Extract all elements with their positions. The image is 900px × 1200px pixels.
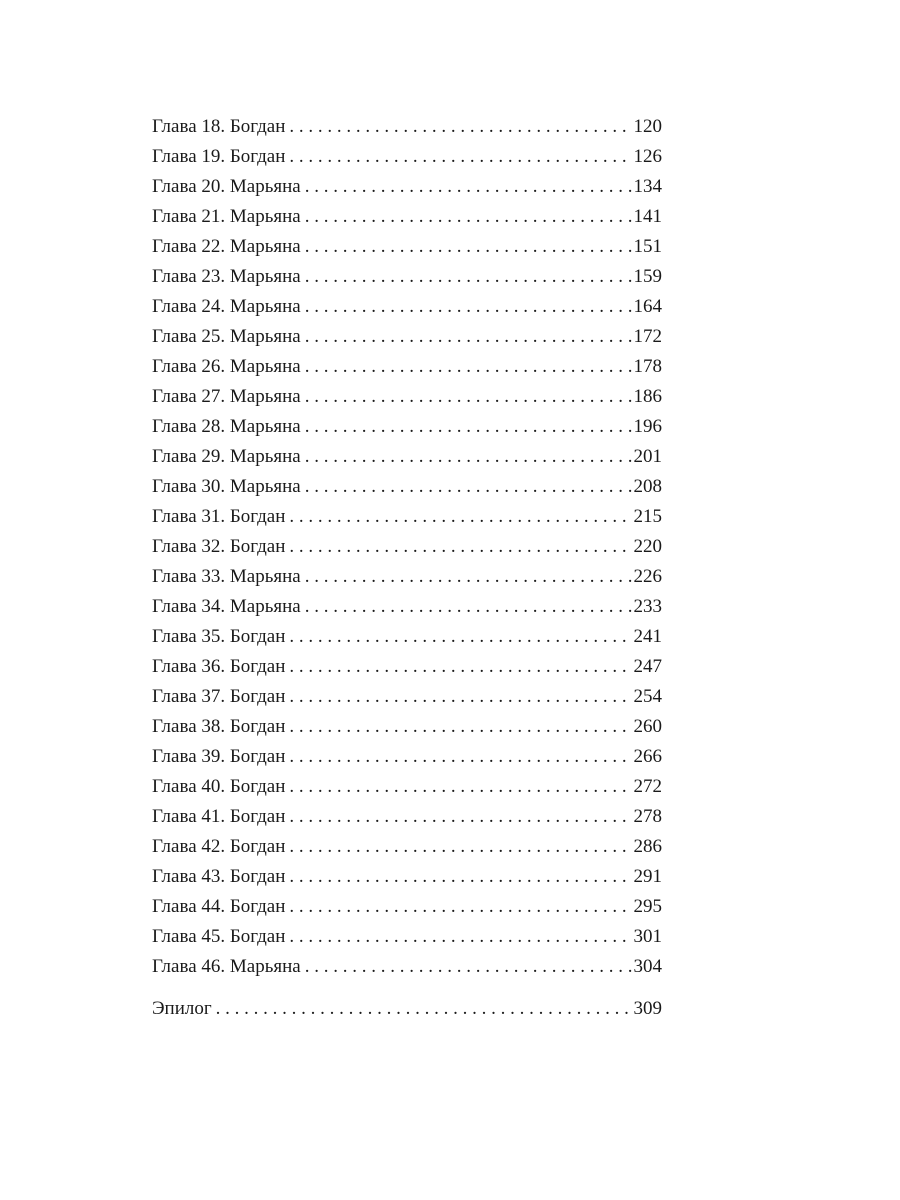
toc-entry-page-number: 295 <box>633 896 662 917</box>
toc-entry <box>152 952 662 982</box>
toc-dot-leader <box>305 262 632 292</box>
toc-entry-title: Глава 25. Марьяна <box>152 326 301 347</box>
toc-dot-leader <box>289 622 631 652</box>
toc-entry-title: Глава 23. Марьяна <box>152 266 301 287</box>
toc-dot-leader <box>305 292 632 322</box>
toc-dot-leader <box>305 952 632 982</box>
toc-entry-page-number: 126 <box>633 146 662 167</box>
toc-entry-title: Глава 32. Богдан <box>152 536 286 557</box>
toc-entry-title: Глава 26. Марьяна <box>152 356 301 377</box>
toc-entry <box>152 292 662 322</box>
toc-entry-page-number: 278 <box>633 806 662 827</box>
toc-dot-leader <box>289 742 631 772</box>
toc-entry <box>152 862 662 892</box>
toc-entry <box>152 502 662 532</box>
toc-entry-page-number: 208 <box>633 476 662 497</box>
toc-entry-title: Глава 19. Богдан <box>152 146 286 167</box>
toc-entry <box>152 622 662 652</box>
toc-entry-page-number: 196 <box>633 416 662 437</box>
toc-entry-page-number: 215 <box>633 506 662 527</box>
toc-dot-leader <box>216 994 632 1024</box>
toc-entry-page-number: 186 <box>633 386 662 407</box>
toc-entry-page-number: 141 <box>633 206 662 227</box>
toc-dot-leader <box>289 832 631 862</box>
toc-dot-leader <box>289 682 631 712</box>
toc-dot-leader <box>289 802 631 832</box>
toc-entry-page-number: 254 <box>633 686 662 707</box>
toc-dot-leader <box>305 352 632 382</box>
toc-entry-page-number: 220 <box>633 536 662 557</box>
toc-entry-page-number: 134 <box>633 176 662 197</box>
toc-dot-leader <box>305 562 632 592</box>
toc-entry-title: Глава 31. Богдан <box>152 506 286 527</box>
toc-entry <box>152 712 662 742</box>
toc-dot-leader <box>305 472 632 502</box>
toc-entry-page-number: 201 <box>633 446 662 467</box>
toc-entry-page-number: 159 <box>633 266 662 287</box>
toc-entry <box>152 172 662 202</box>
toc-entry-page-number: 241 <box>633 626 662 647</box>
toc-entry-page-number: 172 <box>633 326 662 347</box>
toc-entry-title: Глава 22. Марьяна <box>152 236 301 257</box>
toc-entry-title: Глава 33. Марьяна <box>152 566 301 587</box>
toc-entry <box>152 652 662 682</box>
toc-entry-title: Глава 41. Богдан <box>152 806 286 827</box>
toc-dot-leader <box>305 592 632 622</box>
toc-entry <box>152 352 662 382</box>
toc-entry <box>152 892 662 922</box>
toc-entry-title: Глава 21. Марьяна <box>152 206 301 227</box>
toc-entry <box>152 412 662 442</box>
toc-dot-leader <box>289 772 631 802</box>
toc-entry <box>152 262 662 292</box>
toc-entry <box>152 532 662 562</box>
toc-entry <box>152 112 662 142</box>
toc-entry-title: Глава 43. Богдан <box>152 866 286 887</box>
toc-entry-page-number: 247 <box>633 656 662 677</box>
toc-entry-title: Глава 36. Богдан <box>152 656 286 677</box>
toc-entry-title: Глава 37. Богдан <box>152 686 286 707</box>
toc-entry-title: Глава 44. Богдан <box>152 896 286 917</box>
toc-dot-leader <box>305 412 632 442</box>
toc-entry-page-number: 151 <box>633 236 662 257</box>
toc-entry <box>152 772 662 802</box>
toc-dot-leader <box>289 652 631 682</box>
toc-dot-leader <box>289 892 631 922</box>
toc-dot-leader <box>305 232 632 262</box>
toc-entry-page-number: 260 <box>633 716 662 737</box>
toc-entry-page-number: 286 <box>633 836 662 857</box>
toc-entry <box>152 472 662 502</box>
toc-entry <box>152 142 662 172</box>
toc-entry-title: Глава 34. Марьяна <box>152 596 301 617</box>
toc-entry-title: Глава 42. Богдан <box>152 836 286 857</box>
toc-entry-epilogue <box>152 994 662 1024</box>
toc-dot-leader <box>305 322 632 352</box>
toc-entry-page-number: 266 <box>633 746 662 767</box>
toc-entry-title: Глава 38. Богдан <box>152 716 286 737</box>
toc-dot-leader <box>289 502 631 532</box>
toc-entry <box>152 742 662 772</box>
toc-entry <box>152 322 662 352</box>
toc-entry-page-number: 164 <box>633 296 662 317</box>
toc-entry-title: Глава 20. Марьяна <box>152 176 301 197</box>
toc-dot-leader <box>289 112 631 142</box>
toc-entry <box>152 682 662 712</box>
toc-entry-title: Глава 29. Марьяна <box>152 446 301 467</box>
toc-dot-leader <box>289 862 631 892</box>
toc-entry-page-number: 309 <box>633 998 662 1019</box>
toc-entry-title: Глава 30. Марьяна <box>152 476 301 497</box>
toc-dot-leader <box>305 382 632 412</box>
toc-dot-leader <box>305 202 632 232</box>
toc-entry <box>152 562 662 592</box>
toc-dot-leader <box>305 172 632 202</box>
toc-dot-leader <box>305 442 632 472</box>
toc-entry-page-number: 178 <box>633 356 662 377</box>
toc-dot-leader <box>289 142 631 172</box>
toc-entry <box>152 382 662 412</box>
toc-entry-page-number: 226 <box>633 566 662 587</box>
toc-entry-title: Глава 18. Богдан <box>152 116 286 137</box>
toc-entry <box>152 592 662 622</box>
toc-entry-title: Глава 40. Богдан <box>152 776 286 797</box>
toc-entry-title: Глава 24. Марьяна <box>152 296 301 317</box>
toc-entry-title: Глава 39. Богдан <box>152 746 286 767</box>
toc-entry <box>152 202 662 232</box>
toc-entry-page-number: 301 <box>633 926 662 947</box>
toc-entry-title: Глава 28. Марьяна <box>152 416 301 437</box>
toc-entry-title: Глава 45. Богдан <box>152 926 286 947</box>
toc-dot-leader <box>289 532 631 562</box>
toc-dot-leader <box>289 922 631 952</box>
toc-dot-leader <box>289 712 631 742</box>
toc-entry-title: Глава 46. Марьяна <box>152 956 301 977</box>
toc-entry-title: Глава 35. Богдан <box>152 626 286 647</box>
toc-entry <box>152 832 662 862</box>
table-of-contents <box>152 112 662 1024</box>
toc-entry-page-number: 120 <box>633 116 662 137</box>
toc-entry <box>152 802 662 832</box>
toc-entry-page-number: 291 <box>633 866 662 887</box>
toc-entry <box>152 922 662 952</box>
toc-entry-page-number: 233 <box>633 596 662 617</box>
toc-entry-title: Эпилог <box>152 998 212 1019</box>
toc-entry-page-number: 304 <box>633 956 662 977</box>
toc-entry <box>152 232 662 262</box>
toc-entry-page-number: 272 <box>633 776 662 797</box>
toc-entry <box>152 442 662 472</box>
toc-entry-title: Глава 27. Марьяна <box>152 386 301 407</box>
